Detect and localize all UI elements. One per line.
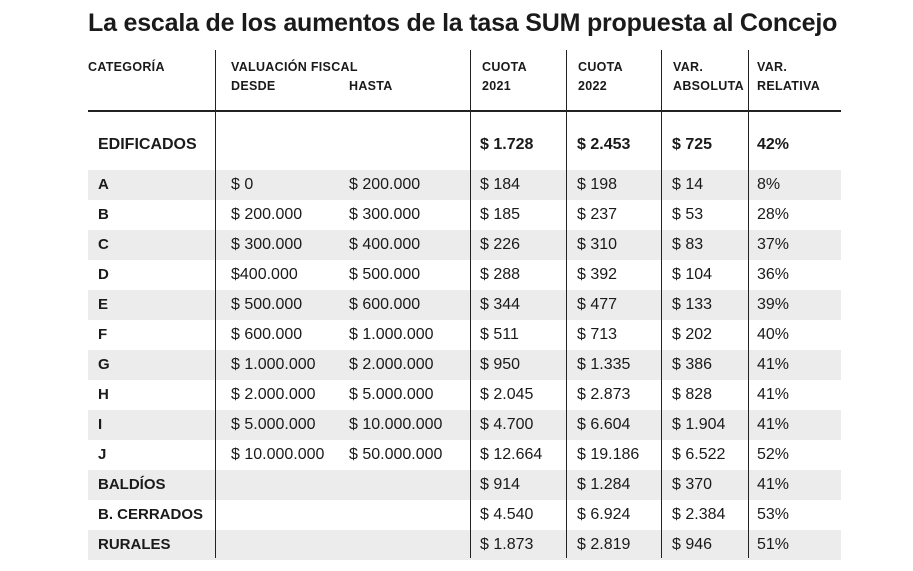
cell-cuota2022: $ 2.873 (577, 386, 631, 403)
cell-cuota2021: $ 288 (480, 266, 521, 283)
summary-var-absoluta: $ 725 (672, 136, 713, 153)
summary-cuota2022: $ 2.453 (577, 136, 631, 153)
cell-var-relativa: 8% (757, 176, 781, 193)
cell-cuota2021: $ 4.700 (480, 416, 534, 433)
cell-var-absoluta: $ 202 (672, 326, 713, 343)
cell-hasta: $ 2.000.000 (349, 356, 434, 373)
cell-desde: $ 1.000.000 (231, 356, 316, 373)
column-divider (748, 50, 749, 558)
table-row (88, 260, 841, 290)
table-row (88, 170, 841, 200)
cell-var-relativa: 51% (757, 536, 790, 553)
summary-cuota2021: $ 1.728 (480, 136, 534, 153)
header-varabs-line1: VAR. (673, 60, 704, 74)
cell-var-relativa: 53% (757, 506, 790, 523)
header-valuacion: VALUACIÓN FISCAL (231, 60, 358, 74)
table-row (88, 320, 841, 350)
cell-var-relativa: 41% (757, 416, 790, 433)
cell-categoria: I (98, 416, 103, 433)
column-divider (215, 50, 216, 558)
cell-cuota2021: $ 2.045 (480, 386, 534, 403)
cell-hasta: $ 400.000 (349, 236, 421, 253)
cell-hasta: $ 600.000 (349, 296, 421, 313)
cell-cuota2021: $ 511 (480, 326, 519, 343)
table-row (88, 230, 841, 260)
table-row (88, 410, 841, 440)
cell-var-absoluta: $ 53 (672, 206, 704, 223)
cell-var-relativa: 36% (757, 266, 790, 283)
cell-categoria: H (98, 386, 109, 403)
cell-desde: $ 600.000 (231, 326, 303, 343)
cell-cuota2021: $ 950 (480, 356, 521, 373)
cell-categoria: A (98, 176, 109, 193)
header-hasta: HASTA (349, 79, 393, 93)
cell-cuota2021: $ 12.664 (480, 446, 543, 463)
cell-categoria: BALDÍOS (98, 476, 166, 493)
summary-category: EDIFICADOS (98, 136, 197, 153)
cell-desde: $ 5.000.000 (231, 416, 316, 433)
cell-cuota2022: $ 2.819 (577, 536, 631, 553)
column-divider (661, 50, 662, 558)
cell-hasta: $ 500.000 (349, 266, 421, 283)
cell-desde: $ 300.000 (231, 236, 303, 253)
cell-var-relativa: 41% (757, 476, 790, 493)
cell-cuota2021: $ 184 (480, 176, 521, 193)
table-row (88, 470, 841, 500)
cell-cuota2022: $ 392 (577, 266, 618, 283)
cell-desde: $ 200.000 (231, 206, 303, 223)
cell-var-absoluta: $ 133 (672, 296, 713, 313)
header-varrel-line1: VAR. (757, 60, 788, 74)
cell-cuota2022: $ 6.924 (577, 506, 631, 523)
header-cuota2022-line2: 2022 (578, 79, 608, 93)
cell-var-absoluta: $ 104 (672, 266, 713, 283)
cell-cuota2021: $ 344 (480, 296, 521, 313)
summary-row (88, 125, 841, 165)
cell-hasta: $ 200.000 (349, 176, 421, 193)
cell-hasta: $ 1.000.000 (349, 326, 434, 343)
cell-var-relativa: 39% (757, 296, 790, 313)
header-cuota2021-line1: CUOTA (482, 60, 528, 74)
cell-hasta: $ 10.000.000 (349, 416, 443, 433)
cell-cuota2022: $ 713 (577, 326, 618, 343)
cell-cuota2022: $ 1.335 (577, 356, 631, 373)
table-row (88, 200, 841, 230)
cell-hasta: $ 300.000 (349, 206, 421, 223)
table-row (88, 350, 841, 380)
cell-cuota2022: $ 310 (577, 236, 618, 253)
header-cuota2022-line1: CUOTA (578, 60, 624, 74)
cell-desde: $400.000 (231, 266, 298, 283)
cell-cuota2022: $ 6.604 (577, 416, 631, 433)
cell-desde: $ 500.000 (231, 296, 303, 313)
cell-var-absoluta: $ 83 (672, 236, 704, 253)
cell-cuota2022: $ 19.186 (577, 446, 640, 463)
cell-var-absoluta: $ 828 (672, 386, 713, 403)
header-cuota2021-line2: 2021 (482, 79, 512, 93)
cell-desde: $ 0 (231, 176, 254, 193)
cell-desde: $ 2.000.000 (231, 386, 316, 403)
cell-cuota2022: $ 237 (577, 206, 618, 223)
cell-var-absoluta: $ 6.522 (672, 446, 726, 463)
cell-cuota2022: $ 198 (577, 176, 618, 193)
cell-var-absoluta: $ 386 (672, 356, 713, 373)
cell-categoria: C (98, 236, 109, 253)
cell-var-absoluta: $ 370 (672, 476, 713, 493)
cell-categoria: B. CERRADOS (98, 506, 204, 523)
cell-categoria: E (98, 296, 109, 313)
column-divider (566, 50, 567, 558)
cell-hasta: $ 5.000.000 (349, 386, 434, 403)
table-row (88, 380, 841, 410)
cell-var-relativa: 41% (757, 386, 790, 403)
table-row (88, 530, 841, 560)
cell-cuota2022: $ 477 (577, 296, 618, 313)
cell-cuota2021: $ 4.540 (480, 506, 534, 523)
header-varrel-line2: RELATIVA (757, 79, 821, 93)
cell-desde: $ 10.000.000 (231, 446, 325, 463)
cell-var-absoluta: $ 14 (672, 176, 704, 193)
cell-var-relativa: 40% (757, 326, 790, 343)
cell-categoria: B (98, 206, 109, 223)
cell-var-absoluta: $ 946 (672, 536, 713, 553)
page-title: La escala de los aumentos de la tasa SUM propuesta al Concejo (88, 9, 838, 37)
header-rule (88, 110, 841, 112)
cell-var-relativa: 28% (757, 206, 790, 223)
cell-cuota2021: $ 226 (480, 236, 521, 253)
cell-categoria: G (98, 356, 110, 373)
cell-var-absoluta: $ 2.384 (672, 506, 726, 523)
summary-var-relativa: 42% (757, 136, 790, 153)
cell-var-relativa: 41% (757, 356, 790, 373)
cell-cuota2021: $ 185 (480, 206, 521, 223)
header-categoria: CATEGORÍA (88, 60, 165, 74)
cell-categoria: J (98, 446, 107, 463)
cell-var-relativa: 37% (757, 236, 790, 253)
cell-cuota2022: $ 1.284 (577, 476, 631, 493)
table-row (88, 440, 841, 470)
cell-cuota2021: $ 1.873 (480, 536, 534, 553)
cell-var-absoluta: $ 1.904 (672, 416, 726, 433)
cell-cuota2021: $ 914 (480, 476, 521, 493)
header-desde: DESDE (231, 79, 276, 93)
cell-var-relativa: 52% (757, 446, 790, 463)
header-varabs-line2: ABSOLUTA (673, 79, 744, 93)
table-row (88, 500, 841, 530)
cell-categoria: F (98, 326, 108, 343)
cell-categoria: D (98, 266, 109, 283)
column-divider (470, 50, 471, 558)
cell-hasta: $ 50.000.000 (349, 446, 443, 463)
table-row (88, 290, 841, 320)
cell-categoria: RURALES (98, 536, 171, 553)
